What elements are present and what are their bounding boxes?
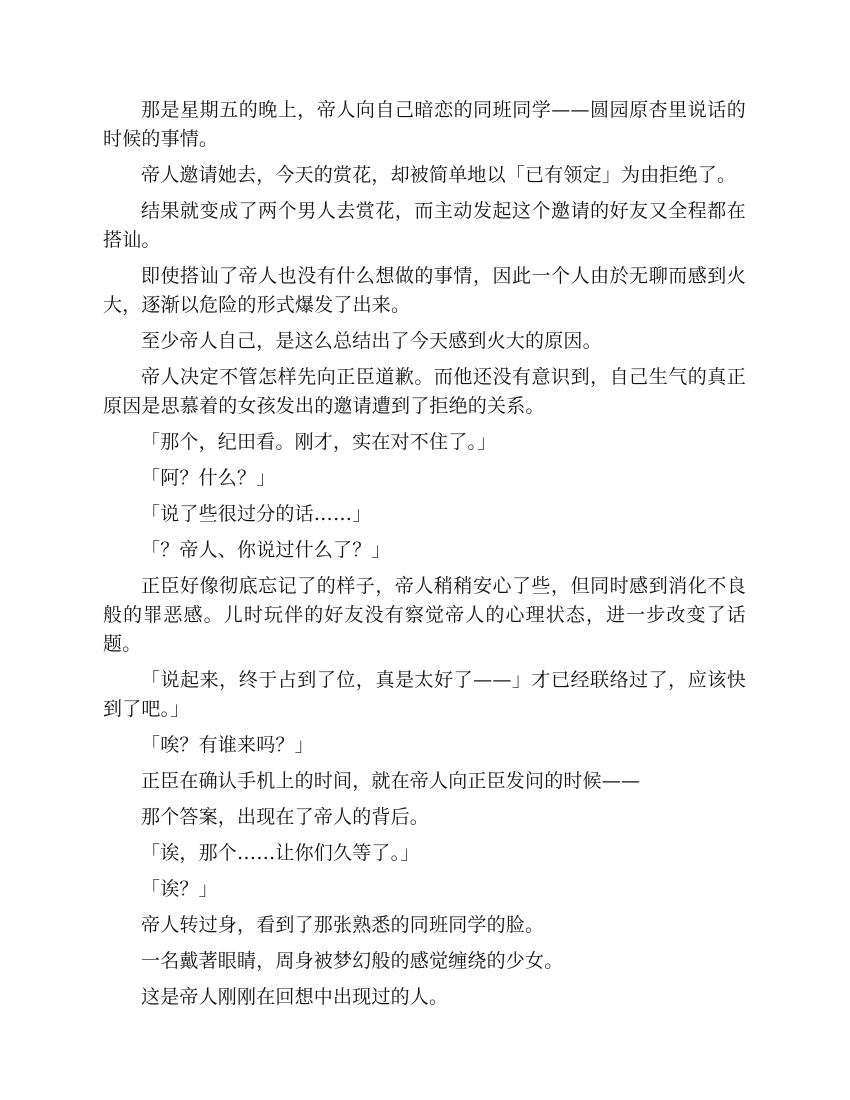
dialogue-line: 「说了些很过分的话……」	[141, 503, 372, 525]
dialogue-line: 「那个，纪田看。刚才，实在对不住了。」	[141, 431, 497, 453]
paragraph: 这是帝人刚刚在回想中出现过的人。	[141, 986, 449, 1008]
paragraph: 帝人转过身，看到了那张熟悉的同班同学的脸。	[141, 914, 545, 936]
dialogue-line: 「诶？」	[141, 878, 218, 900]
paragraph: 正臣好像彻底忘记了的样子，帝人稍稍安心了些，但同时感到消化不良般的罪恶感。儿时玩伴的好友没有察觉帝人的心理状态，进一步改变了话题。	[103, 575, 746, 655]
paragraph: 帝人决定不管怎样先向正臣道歉。而他还没有意识到，自己生气的真正原因是思慕着的女孩发出的邀请遭到了拒绝的关系。	[103, 366, 746, 417]
dialogue-line: 「？帝人、你说过什么了？」	[141, 539, 391, 561]
dialogue-line: 「说起来，终于占到了位，真是太好了——」才已经联络过了，应该快到了吧。」	[103, 669, 746, 720]
paragraph: 结果就变成了两个男人去赏花，而主动发起这个邀请的好友又全程都在搭讪。	[103, 200, 746, 251]
dialogue-line: 「诶，那个……让你们久等了。」	[141, 842, 420, 864]
dialogue-line: 「唉？有谁来吗？」	[141, 734, 314, 756]
paragraph: 那是星期五的晚上，帝人向自己暗恋的同班同学——圆园原杏里说话的时候的事情。	[103, 99, 746, 150]
paragraph: 即使搭讪了帝人也没有什么想做的事情，因此一个人由於无聊而感到火大，逐渐以危险的形式爆发了出来。	[103, 265, 746, 316]
paragraph: 正臣在确认手机上的时间，就在帝人向正臣发问的时候——	[141, 770, 641, 792]
paragraph: 至少帝人自己，是这么总结出了今天感到火大的原因。	[141, 330, 602, 352]
paragraph: 一名戴著眼睛，周身被梦幻般的感觉缠绕的少女。	[141, 950, 564, 972]
document-body	[103, 96, 746, 1019]
dialogue-line: 「阿？什么？」	[141, 467, 276, 489]
paragraph: 帝人邀请她去，今天的赏花，却被简单地以「已有领定」为由拒绝了。	[141, 164, 737, 186]
paragraph: 那个答案，出现在了帝人的背后。	[141, 806, 430, 828]
